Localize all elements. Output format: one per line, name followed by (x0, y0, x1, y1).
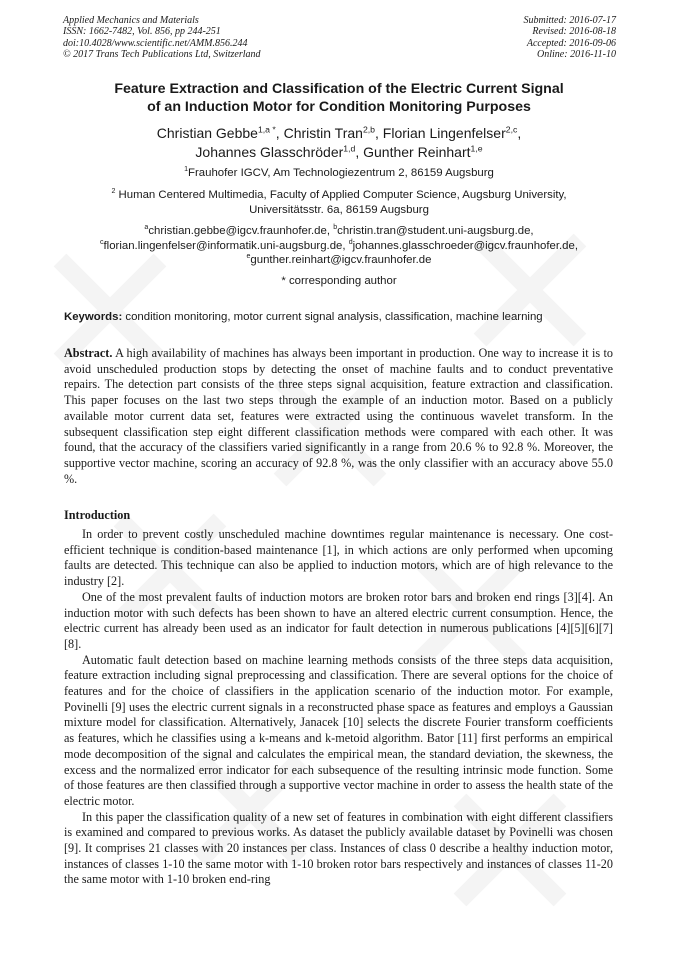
email-link[interactable]: florian.lingenfelser@informatik.uni-augsburg.de (103, 239, 343, 252)
author-line-2: Johannes Glasschröder$^{1,d}$, Gunther Reinhart$^{1,e}$ (195, 143, 483, 160)
author-sup: 1,a * (257, 124, 276, 135)
keywords-text: condition monitoring, motor current signal analysis, classification, machine learning (122, 311, 543, 323)
author-name: Johannes Glasschröder (195, 144, 344, 160)
author-name: Christin Tran (283, 125, 363, 141)
section-heading-introduction: Introduction (64, 508, 131, 522)
title-line-2: of an Induction Motor for Condition Monitoring Purposes (147, 99, 531, 115)
email-link[interactable]: johannes.glasschroeder@igcv.fraunhofer.de, (352, 239, 579, 252)
paragraph: In order to prevent costly unscheduled machine downtimes regular maintenance is necessary. One cost-efficient technique is condition-based maintenance [1], in which actions are only performed when upcoming faults are detected. This technique can also be applied to induction motors, which are of high relevance to the industry [2]. (64, 527, 613, 589)
author-sup: 2,c (505, 124, 518, 135)
abstract-label: Abstract. (64, 346, 113, 360)
author-sup: 1,e (470, 143, 483, 154)
abstract (64, 346, 613, 487)
submitted-date: Submitted: 2016-07-17 (523, 15, 616, 26)
corresponding-author-note: * corresponding author (281, 275, 397, 287)
author-name: Florian Lingenfelser (382, 125, 506, 141)
author-sup: 1,d (343, 143, 356, 154)
keywords-label: Keywords: (64, 311, 123, 323)
revised-date: Revised: 2016-08-18 (532, 26, 616, 38)
affiliation-2: $^2$ Human Centered Multimedia, Faculty of Applied Computer Science, Augsburg University, Universitätsstr. 6a, 86159 Augsburg (111, 188, 567, 216)
author-list (50, 124, 628, 162)
author-emails: $^a$christian.gebbe@igcv.fraunhofer.de, $^b$christin.tran@student.uni-augsburg.de, $^c$florian.lingenfelser@informatik.uni-augsburg.de, $^d$johannes.glasschroeder@igcv.fraunhofer.de, $^e$gunther.reinhart@igcv.fraunhofer.de (99, 224, 579, 267)
title-line-1: Feature Extraction and Classification of the Electric Current Signal (114, 81, 564, 97)
doi: doi:10.4028/www.scientific.net/AMM.856.244 (63, 37, 248, 49)
email-link[interactable]: christian.gebbe@igcv.fraunhofer.de (148, 225, 327, 237)
paragraph: Automatic fault detection based on machine learning methods consists of the three steps data acquisition, feature extraction including signal preprocessing and classification. There are several options for the choice of features and for the choice of classifiers in the application scenario of the induction motor. For example, Povinelli [9] uses the electric current signals in a reconstructed phase space as features and employs a Gaussian mixture model for classification. Alternatively, Janacek [10] selects the discrete Fourier transform coefficients as features, which he classifies using a k-means and k-metoid algorithm. Bator [11] first performs an empirical mode decomposition of the signal and calculates the empirical mean, the standard deviation, the skewness, the excess and the normalized error indicator for each subsequence of the resulting intrinsic mode function. Some of those features are then classified through a supportive vector machine in order to assess the health state of the electric motor. (64, 652, 613, 808)
author-line-1: Christian Gebbe$^{1,a *}$, Christin Tran$^{2,b}$, Florian Lingenfelser$^{2,c}$, (156, 124, 522, 141)
copyright: © 2017 Trans Tech Publications Ltd, Switzerland (63, 48, 261, 60)
journal-name: Applied Mechanics and Materials (63, 15, 199, 26)
introduction-body (64, 527, 613, 888)
journal-header-right (524, 15, 617, 60)
paper-title (50, 80, 628, 116)
email-link[interactable]: gunther.reinhart@igcv.fraunhofer.de (250, 254, 432, 267)
accepted-date: Accepted: 2016-09-06 (526, 37, 616, 49)
paragraph: In this paper the classification quality of a new set of features in combination with eight different classifiers is examined and compared to previous works. As dataset the publicly available dataset by Povinelli was chosen [9]. It comprises 21 classes with 20 instances per class. Instances of class 0 describe a healthy induction motor, instances of classes 1-10 the same motor with 1-10 broken rotor bars respectively and instances of classes 11-20 the same motor with 1-10 broken end-ring (64, 809, 613, 887)
paragraph: One of the most prevalent faults of induction motors are broken rotor bars and broken end rings [3][4]. An induction motor with such defects has been shown to have an altered electric current consumption. Hence, the electric current has already been used as an indicator for fault detection in numerous publications [4][5][6][7][8]. (64, 589, 613, 651)
affiliation-1: $^1$Frauhofer IGCV, Am Technologiezentrum 2, 86159 Augsburg (184, 166, 494, 179)
abstract-text: A high availability of machines has always been important in production. One way to increase it is to avoid unscheduled production stops by detecting the onset of machine faults and to conduct preventative repairs. The detection part consists of the three steps signal acquisition, feature extraction and classification. This paper focuses on the last two steps through the example of an induction motor. Based on a publicly available motor current data set, features were extracted using the continuous wavelet transform. In the subsequent classification step eight different classification methods were compared with each other. It was found, that the accuracy of the classifiers varied significantly in a range from 20.6 % to 92.8 %. Moreover, the supportive vector machine, scoring an accuracy of 92.8 %, was the only classifier with an accuracy above 55.0 %. (64, 346, 613, 486)
keywords (64, 310, 624, 324)
journal-header-left (63, 15, 261, 60)
issn-volume: ISSN: 1662-7482, Vol. 856, pp 244-251 (63, 26, 221, 38)
email-link[interactable]: christin.tran@student.uni-augsburg.de, (337, 225, 534, 237)
author-name: Christian Gebbe (156, 125, 258, 141)
author-sup: 2,b (362, 124, 375, 135)
online-date: Online: 2016-11-10 (537, 48, 616, 60)
author-name: Gunther Reinhart (363, 144, 471, 160)
